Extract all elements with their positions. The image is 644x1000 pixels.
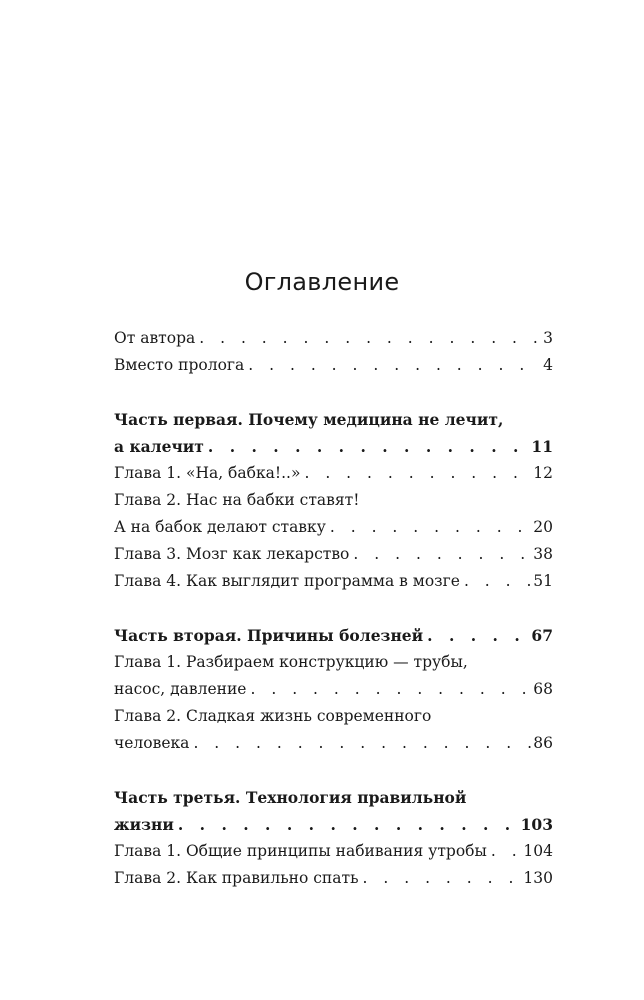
dot-leader <box>464 568 531 595</box>
toc-part-three-heading[interactable] <box>114 784 553 811</box>
toc-entry-title: От автора <box>114 329 196 347</box>
dot-leader <box>178 811 519 838</box>
toc-page-number: 11 <box>531 437 553 456</box>
toc-entry-title: насос, давление <box>114 680 247 698</box>
toc-page-number: 68 <box>533 680 553 698</box>
toc-page-number: 4 <box>543 356 553 374</box>
toc-part-one-heading[interactable] <box>114 406 553 433</box>
toc-entry-from-author[interactable] <box>114 325 553 352</box>
toc-chapter-1-2[interactable] <box>114 514 553 541</box>
toc-chapter-1-4[interactable] <box>114 568 553 595</box>
toc-entry-title: человека <box>114 734 190 752</box>
toc-page-number: 12 <box>533 464 553 482</box>
toc-chapter-3-2[interactable] <box>114 865 553 892</box>
toc-page-number: 86 <box>533 734 553 752</box>
toc-chapter-2-2-heading[interactable] <box>114 703 553 730</box>
toc-entry-title: А на бабок делают ставку <box>114 518 326 536</box>
dot-leader <box>353 541 531 568</box>
toc-chapter-1-1[interactable] <box>114 460 553 487</box>
dot-leader <box>304 460 531 487</box>
dot-leader <box>208 433 530 460</box>
toc-entry-title: Глава 2. Как правильно спать <box>114 869 359 887</box>
dot-leader <box>250 676 531 703</box>
toc-part-two[interactable] <box>114 622 553 649</box>
toc-page-number: 67 <box>531 626 553 645</box>
toc-entry-title: а калечит <box>114 437 204 456</box>
toc-entry-title: Глава 1. Разбираем конструкцию — трубы, <box>114 653 468 671</box>
toc-entry-title: Глава 1. «На, бабка!..» <box>114 464 301 482</box>
dot-leader <box>363 865 522 892</box>
toc-entry-title: Вместо пролога <box>114 356 245 374</box>
toc-part-one[interactable] <box>114 433 553 460</box>
toc-chapter-2-2[interactable] <box>114 730 553 757</box>
toc-page-number: 130 <box>523 869 553 887</box>
toc-entry-title: Часть третья. Технология правильной <box>114 788 467 807</box>
toc-page-number: 103 <box>520 815 553 834</box>
dot-leader <box>330 514 531 541</box>
dot-leader <box>248 352 541 379</box>
toc-chapter-1-2-heading[interactable] <box>114 487 553 514</box>
toc-page-number: 51 <box>533 572 553 590</box>
toc-entry-title: Глава 1. Общие принципы набивания утробы <box>114 842 487 860</box>
dot-leader <box>193 730 531 757</box>
dot-leader <box>427 622 529 649</box>
toc-page-number: 38 <box>533 545 553 563</box>
toc-entry-title: Часть вторая. Причины болезней <box>114 626 424 645</box>
toc-entry-prologue[interactable] <box>114 352 553 379</box>
toc-entry-title: Глава 4. Как выглядит программа в мозге <box>114 572 460 590</box>
toc-entry-title: Глава 2. Сладкая жизнь современного <box>114 707 432 725</box>
toc-chapter-3-1[interactable] <box>114 838 553 865</box>
toc-chapter-1-3[interactable] <box>114 541 553 568</box>
toc-entry-title: жизни <box>114 815 174 834</box>
page-title: Оглавление <box>244 268 400 296</box>
toc-chapter-2-1-heading[interactable] <box>114 649 553 676</box>
dot-leader <box>491 838 522 865</box>
toc-page-number: 3 <box>543 329 553 347</box>
section-gap <box>114 595 553 622</box>
table-of-contents <box>114 325 553 892</box>
toc-entry-title: Часть первая. Почему медицина не лечит, <box>114 410 504 429</box>
toc-entry-title: Глава 3. Мозг как лекарство <box>114 545 350 563</box>
toc-page-number: 20 <box>533 518 553 536</box>
toc-chapter-2-1[interactable] <box>114 676 553 703</box>
dot-leader <box>199 325 541 352</box>
section-gap <box>114 757 553 784</box>
toc-page-number: 104 <box>523 842 553 860</box>
section-gap <box>114 379 553 406</box>
toc-part-three[interactable] <box>114 811 553 838</box>
toc-entry-title: Глава 2. Нас на бабки ставят! <box>114 491 360 509</box>
